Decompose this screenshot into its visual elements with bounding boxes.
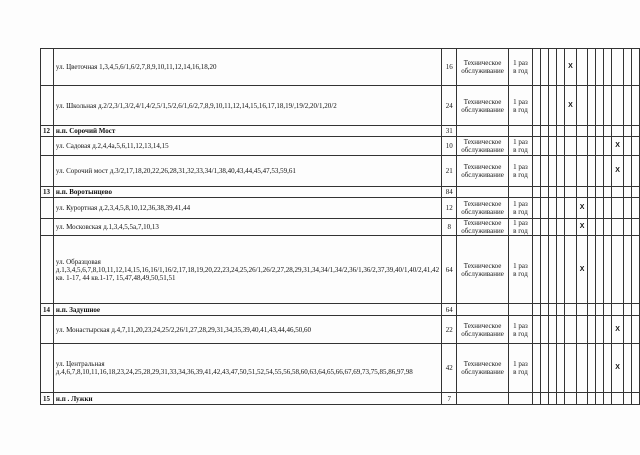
building-count: 10 — [442, 137, 457, 156]
schedule-cell — [596, 316, 604, 344]
schedule-cell — [565, 137, 577, 156]
service-frequency: 1 раз в год — [508, 344, 533, 393]
schedule-cell — [557, 137, 565, 156]
schedule-cell — [557, 304, 565, 316]
row-number-cell — [41, 86, 54, 126]
schedule-cell — [631, 49, 639, 86]
schedule-cell — [623, 137, 631, 156]
schedule-cell — [541, 49, 549, 86]
schedule-cell — [623, 316, 631, 344]
row-number-cell — [41, 344, 54, 393]
table-row — [41, 198, 640, 219]
service-type-cell — [457, 126, 508, 137]
schedule-cell — [588, 49, 596, 86]
schedule-cell — [596, 236, 604, 304]
schedule-cell — [596, 137, 604, 156]
schedule-cell — [604, 344, 612, 393]
schedule-cell — [631, 393, 639, 405]
schedule-cell — [623, 49, 631, 86]
schedule-cell — [565, 393, 577, 405]
schedule-cell — [565, 187, 577, 198]
schedule-mark: X — [612, 316, 624, 344]
schedule-cell — [596, 126, 604, 137]
street-address: ул. Курортная д.2,3,4,5,8,10,12,36,38,39,41,44 — [53, 198, 441, 219]
schedule-mark: X — [576, 236, 588, 304]
street-address: ул. Монастырская д.4,7,11,20,23,24,25/2,26/1,27,28,29,31,34,35,39,40,41,43,44,46,50,60 — [53, 316, 441, 344]
schedule-cell — [596, 86, 604, 126]
schedule-cell — [549, 198, 557, 219]
row-number-cell — [41, 156, 54, 187]
schedule-cell — [565, 219, 577, 236]
frequency-cell — [508, 126, 533, 137]
service-type: Техническое обслуживание — [457, 86, 508, 126]
schedule-cell — [612, 187, 624, 198]
schedule-cell — [588, 304, 596, 316]
schedule-cell — [576, 344, 588, 393]
schedule-cell — [557, 344, 565, 393]
schedule-cell — [557, 316, 565, 344]
section-row — [41, 126, 640, 137]
locality-name: н.п. Воротынцево — [53, 187, 441, 198]
schedule-cell — [541, 156, 549, 187]
section-row — [41, 393, 640, 405]
schedule-cell — [631, 304, 639, 316]
table-row — [41, 49, 640, 86]
service-type: Техническое обслуживание — [457, 137, 508, 156]
service-type-cell — [457, 304, 508, 316]
schedule-cell — [604, 304, 612, 316]
schedule-cell — [596, 393, 604, 405]
schedule-cell — [549, 49, 557, 86]
schedule-cell — [588, 126, 596, 137]
schedule-cell — [623, 236, 631, 304]
schedule-cell — [588, 219, 596, 236]
schedule-cell — [541, 187, 549, 198]
row-number: 12 — [41, 126, 54, 137]
schedule-cell — [623, 86, 631, 126]
schedule-cell — [533, 86, 541, 126]
building-count: 21 — [442, 156, 457, 187]
schedule-cell — [541, 86, 549, 126]
schedule-cell — [612, 86, 624, 126]
schedule-cell — [557, 219, 565, 236]
schedule-cell — [612, 219, 624, 236]
schedule-cell — [604, 316, 612, 344]
schedule-cell — [533, 126, 541, 137]
schedule-cell — [533, 198, 541, 219]
street-address: ул. Школьная д.2/2,3/1,3/2,4/1,4/2,5/1,5/2,6/1,6/2,7,8,9,10,11,12,14,15,16,17,18,19/,19/2,20/1,20/2 — [53, 86, 441, 126]
row-number: 13 — [41, 187, 54, 198]
schedule-cell — [623, 187, 631, 198]
schedule-cell — [631, 198, 639, 219]
schedule-cell — [623, 304, 631, 316]
schedule-cell — [612, 49, 624, 86]
schedule-cell — [588, 236, 596, 304]
schedule-cell — [596, 344, 604, 393]
schedule-cell — [557, 126, 565, 137]
table-row — [41, 236, 640, 304]
schedule-cell — [549, 156, 557, 187]
table-row — [41, 344, 640, 393]
schedule-mark: X — [565, 49, 577, 86]
table-row — [41, 316, 640, 344]
schedule-cell — [557, 156, 565, 187]
schedule-cell — [565, 126, 577, 137]
street-address: ул. Центральная д.4,6,7,8,10,11,16,18,23,24,25,28,29,31,33,34,36,39,41,42,43,47,50,51,52,54,55,56,58,60,63,64,65,66,67,69,73,75,85,86,97,98 — [53, 344, 441, 393]
schedule-cell — [631, 126, 639, 137]
row-number: 14 — [41, 304, 54, 316]
schedule-cell — [557, 198, 565, 219]
building-count: 16 — [442, 49, 457, 86]
building-count: 8 — [442, 219, 457, 236]
schedule-cell — [541, 126, 549, 137]
schedule-cell — [588, 86, 596, 126]
schedule-cell — [623, 344, 631, 393]
schedule-cell — [533, 316, 541, 344]
building-count: 24 — [442, 86, 457, 126]
schedule-cell — [565, 344, 577, 393]
building-count: 12 — [442, 198, 457, 219]
service-frequency: 1 раз в год — [508, 219, 533, 236]
locality-name: н.п . Лужки — [53, 393, 441, 405]
locality-name: н.п. Задушное — [53, 304, 441, 316]
building-count: 7 — [442, 393, 457, 405]
schedule-cell — [623, 219, 631, 236]
schedule-cell — [549, 86, 557, 126]
schedule-cell — [557, 86, 565, 126]
schedule-cell — [541, 344, 549, 393]
schedule-cell — [604, 137, 612, 156]
schedule-cell — [565, 304, 577, 316]
schedule-cell — [541, 393, 549, 405]
service-frequency: 1 раз в год — [508, 49, 533, 86]
table-row — [41, 219, 640, 236]
schedule-cell — [549, 236, 557, 304]
schedule-cell — [541, 236, 549, 304]
schedule-cell — [612, 126, 624, 137]
schedule-cell — [533, 304, 541, 316]
table-row — [41, 86, 640, 126]
schedule-cell — [612, 393, 624, 405]
building-count: 84 — [442, 187, 457, 198]
schedule-cell — [596, 187, 604, 198]
table-row — [41, 137, 640, 156]
schedule-cell — [631, 316, 639, 344]
building-count: 64 — [442, 304, 457, 316]
schedule-cell — [612, 198, 624, 219]
schedule-mark: X — [612, 156, 624, 187]
schedule-cell — [549, 187, 557, 198]
service-frequency: 1 раз в год — [508, 316, 533, 344]
schedule-cell — [533, 137, 541, 156]
schedule-cell — [588, 137, 596, 156]
schedule-cell — [576, 393, 588, 405]
schedule-cell — [631, 236, 639, 304]
schedule-cell — [623, 156, 631, 187]
schedule-cell — [541, 304, 549, 316]
schedule-cell — [604, 126, 612, 137]
schedule-cell — [612, 304, 624, 316]
street-address: ул. Московская д.1,3,4,5,5а,7,10,13 — [53, 219, 441, 236]
schedule-mark: X — [576, 219, 588, 236]
schedule-cell — [604, 393, 612, 405]
schedule-mark: X — [565, 86, 577, 126]
schedule-cell — [631, 344, 639, 393]
schedule-cell — [549, 393, 557, 405]
schedule-mark: X — [612, 137, 624, 156]
schedule-cell — [604, 49, 612, 86]
schedule-cell — [533, 236, 541, 304]
frequency-cell — [508, 393, 533, 405]
service-type: Техническое обслуживание — [457, 236, 508, 304]
schedule-cell — [541, 198, 549, 219]
locality-name: н.п. Сорочий Мост — [53, 126, 441, 137]
street-address: ул. Сорочий мост д.3/2,17,18,20,22,26,28,31,32,33,34/1,38,40,43,44,45,47,53,59,61 — [53, 156, 441, 187]
row-number-cell — [41, 236, 54, 304]
schedule-cell — [565, 198, 577, 219]
schedule-mark: X — [576, 198, 588, 219]
schedule-cell — [576, 316, 588, 344]
service-frequency: 1 раз в год — [508, 137, 533, 156]
service-frequency: 1 раз в год — [508, 86, 533, 126]
schedule-cell — [596, 198, 604, 219]
schedule-cell — [631, 219, 639, 236]
schedule-cell — [576, 126, 588, 137]
schedule-cell — [549, 316, 557, 344]
schedule-cell — [588, 316, 596, 344]
table-row — [41, 156, 640, 187]
row-number: 15 — [41, 393, 54, 405]
schedule-cell — [588, 187, 596, 198]
schedule-cell — [604, 236, 612, 304]
schedule-cell — [557, 236, 565, 304]
service-type: Техническое обслуживание — [457, 219, 508, 236]
street-address: ул. Цветочная 1,3,4,5,6/1,6/2,7,8,9,10,11,12,14,16,18,20 — [53, 49, 441, 86]
service-type-cell — [457, 393, 508, 405]
service-type: Техническое обслуживание — [457, 156, 508, 187]
schedule-cell — [576, 86, 588, 126]
schedule-cell — [533, 219, 541, 236]
frequency-cell — [508, 187, 533, 198]
service-frequency: 1 раз в год — [508, 236, 533, 304]
service-frequency: 1 раз в год — [508, 156, 533, 187]
schedule-cell — [623, 198, 631, 219]
schedule-cell — [533, 344, 541, 393]
schedule-cell — [631, 187, 639, 198]
schedule-cell — [631, 137, 639, 156]
street-address: ул. Садовая д.2,4,4а,5,6,11,12,13,14,15 — [53, 137, 441, 156]
building-count: 22 — [442, 316, 457, 344]
schedule-cell — [549, 126, 557, 137]
schedule-cell — [588, 344, 596, 393]
schedule-cell — [565, 156, 577, 187]
schedule-cell — [557, 49, 565, 86]
schedule-cell — [604, 86, 612, 126]
schedule-cell — [533, 187, 541, 198]
schedule-cell — [604, 219, 612, 236]
schedule-cell — [557, 393, 565, 405]
service-frequency: 1 раз в год — [508, 198, 533, 219]
service-type: Техническое обслуживание — [457, 49, 508, 86]
schedule-cell — [631, 86, 639, 126]
schedule-cell — [588, 393, 596, 405]
schedule-cell — [588, 198, 596, 219]
schedule-cell — [549, 304, 557, 316]
schedule-cell — [604, 156, 612, 187]
schedule-cell — [596, 304, 604, 316]
schedule-cell — [541, 137, 549, 156]
row-number-cell — [41, 49, 54, 86]
schedule-cell — [557, 187, 565, 198]
schedule-cell — [588, 156, 596, 187]
schedule-cell — [596, 219, 604, 236]
schedule-cell — [549, 344, 557, 393]
schedule-cell — [533, 49, 541, 86]
schedule-table — [40, 48, 640, 405]
row-number-cell — [41, 137, 54, 156]
schedule-cell — [596, 156, 604, 187]
building-count: 64 — [442, 236, 457, 304]
schedule-cell — [604, 187, 612, 198]
schedule-cell — [631, 156, 639, 187]
schedule-cell — [565, 236, 577, 304]
building-count: 31 — [442, 126, 457, 137]
building-count: 42 — [442, 344, 457, 393]
schedule-cell — [576, 187, 588, 198]
schedule-cell — [612, 236, 624, 304]
schedule-cell — [541, 219, 549, 236]
schedule-cell — [623, 126, 631, 137]
schedule-cell — [549, 137, 557, 156]
row-number-cell — [41, 198, 54, 219]
schedule-cell — [576, 156, 588, 187]
schedule-cell — [623, 393, 631, 405]
schedule-cell — [533, 156, 541, 187]
schedule-cell — [596, 49, 604, 86]
schedule-cell — [576, 137, 588, 156]
schedule-cell — [576, 49, 588, 86]
street-address: ул. Образцовая д.1,3,4,5,6,7,8,10,11,12,14,15,16,16/1,16/2,17,18,19,20,22,23,24,25,26/1,26/2,27,28,29,31,34,34/1,34/2,36/1,36/2,37,39,40/1,40/2,41,42 кв. 1-17, 44 кв.1-17, 15,47,48,49,50,51,51 — [53, 236, 441, 304]
row-number-cell — [41, 316, 54, 344]
service-type: Техническое обслуживание — [457, 316, 508, 344]
service-type-cell — [457, 187, 508, 198]
service-type: Техническое обслуживание — [457, 198, 508, 219]
schedule-cell — [533, 393, 541, 405]
service-type: Техническое обслуживание — [457, 344, 508, 393]
row-number-cell — [41, 219, 54, 236]
frequency-cell — [508, 304, 533, 316]
schedule-cell — [565, 316, 577, 344]
schedule-cell — [541, 316, 549, 344]
schedule-mark: X — [612, 344, 624, 393]
schedule-cell — [604, 198, 612, 219]
schedule-cell — [549, 219, 557, 236]
section-row — [41, 304, 640, 316]
schedule-cell — [576, 304, 588, 316]
section-row — [41, 187, 640, 198]
